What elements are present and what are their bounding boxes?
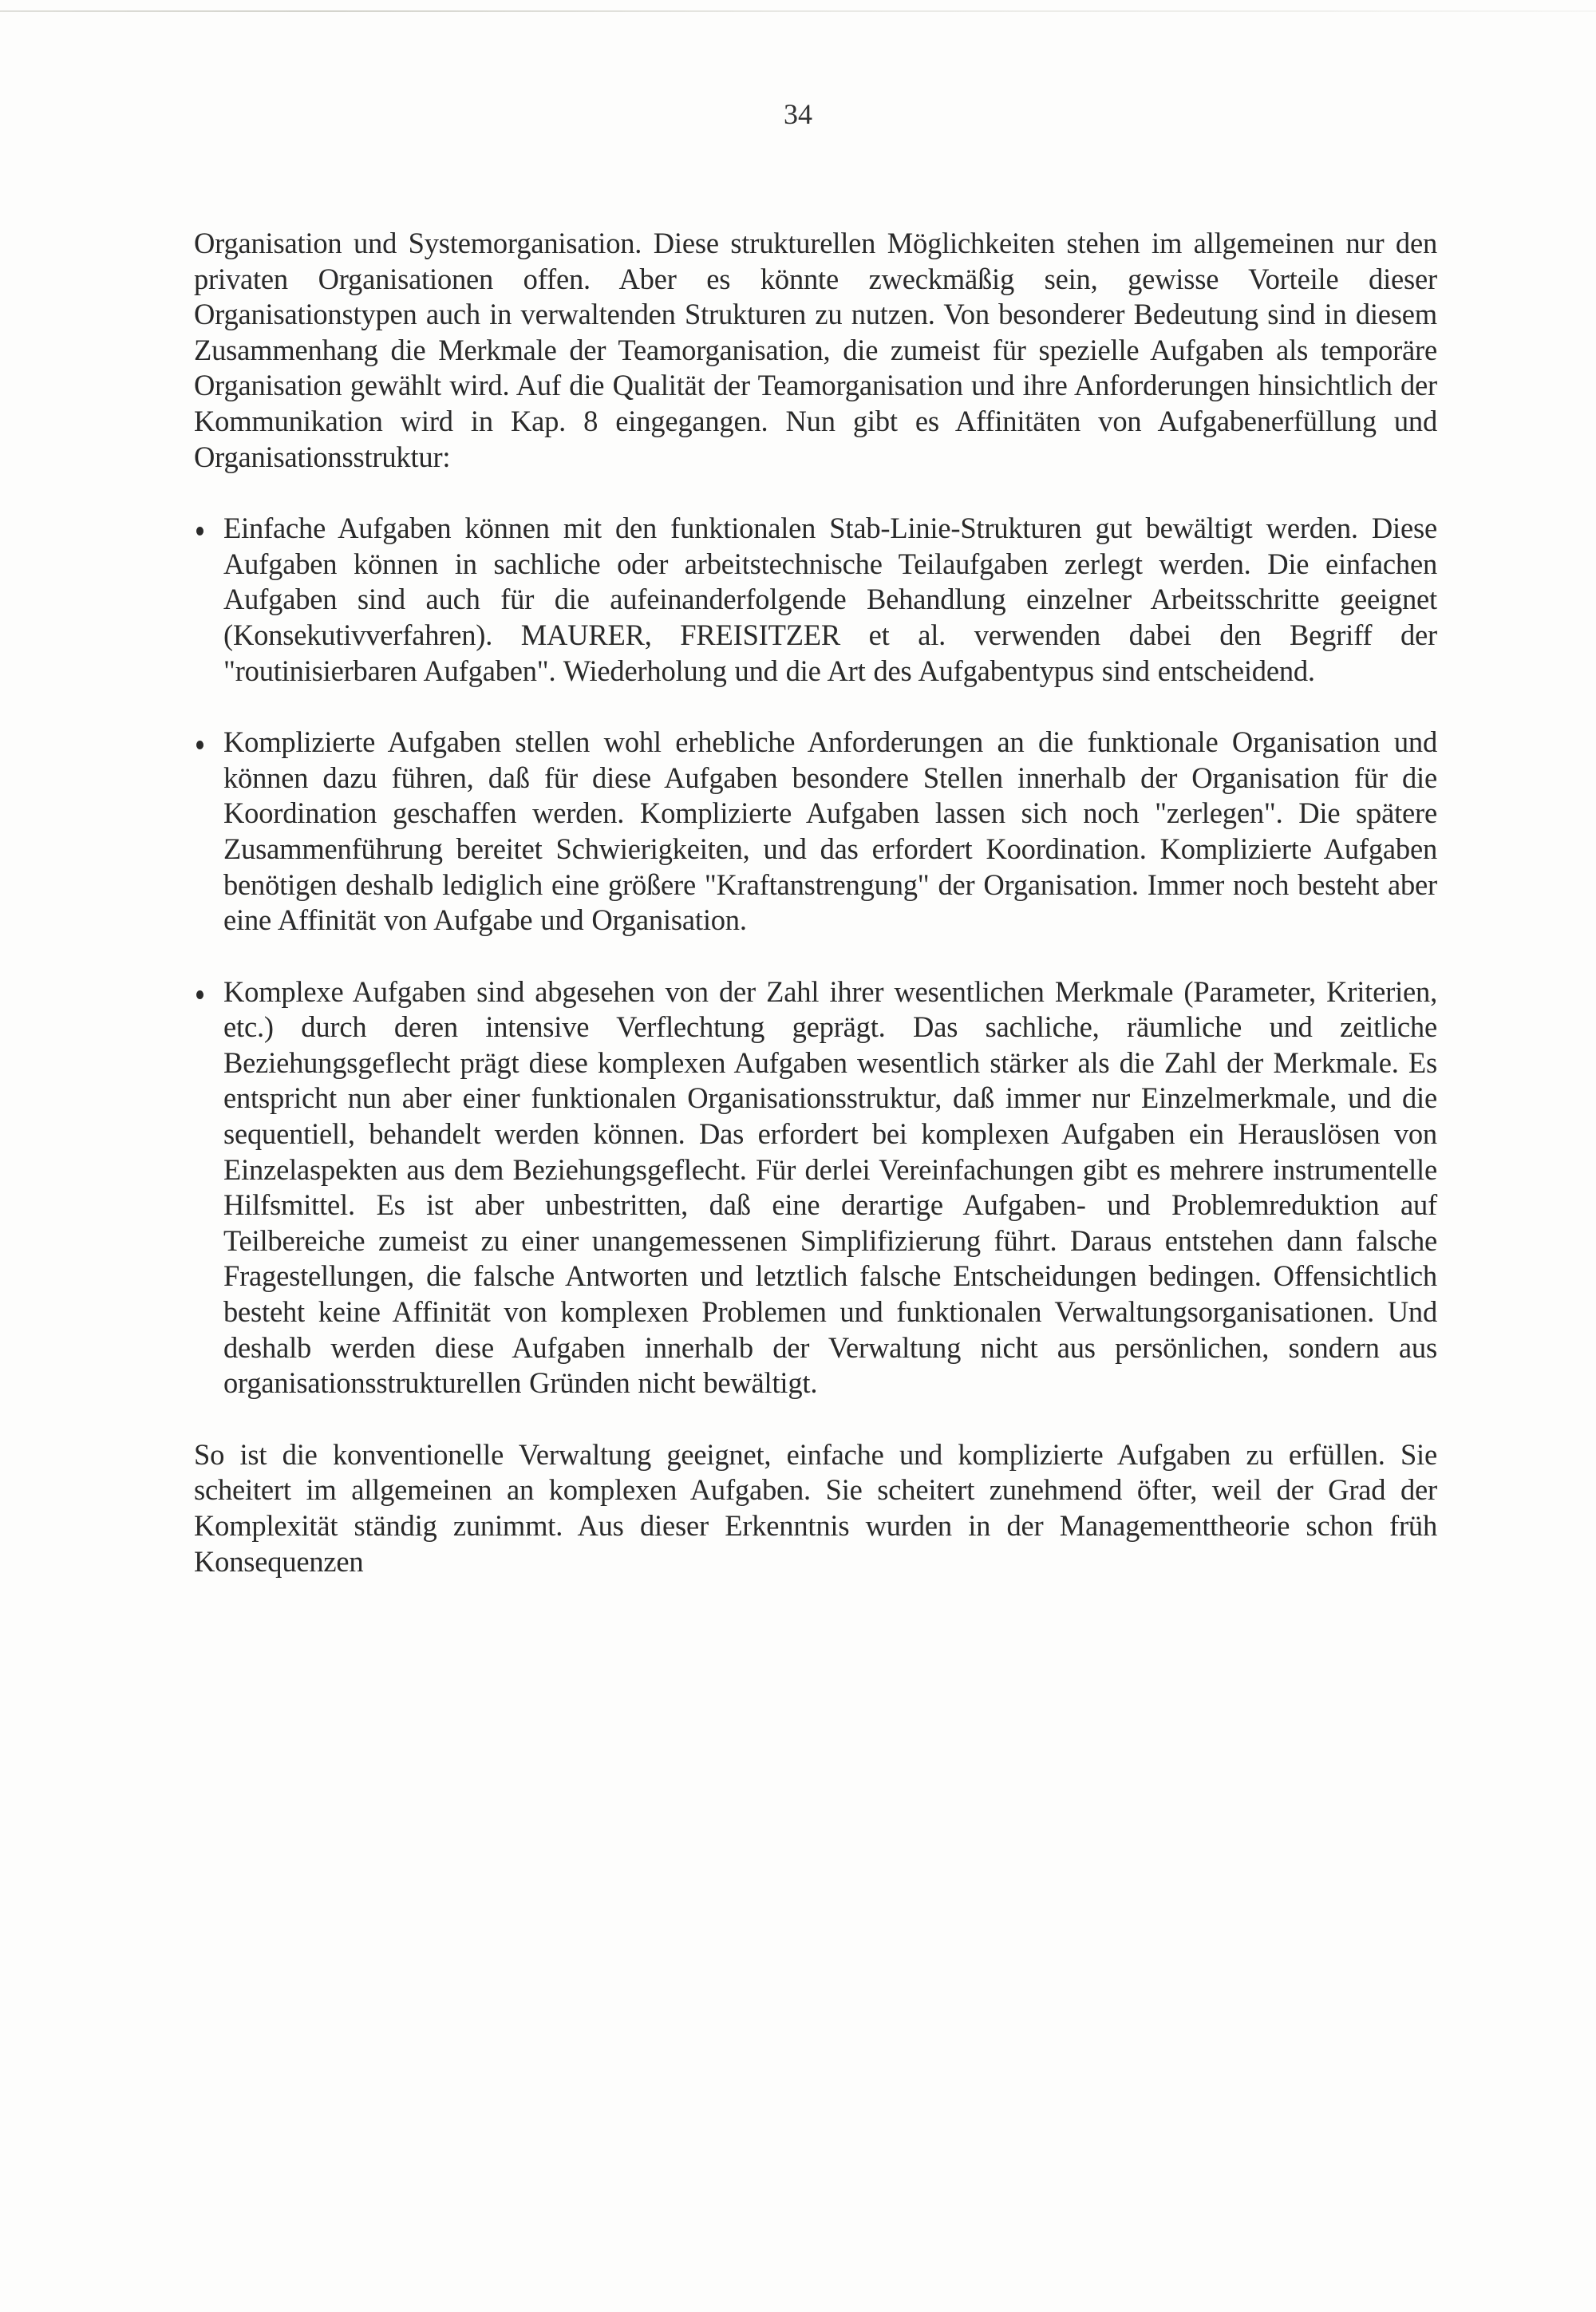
list-item-text: Komplexe Aufgaben sind abgesehen von der Zahl ihrer wesentlichen Merkmale (Parameter, Kriterien, etc.) durch deren intensive Verflechtung geprägt. Das sachliche, räumliche und zeitliche Beziehungsgeflecht prägt diese komplexen Aufgaben wesentlich stärker als die Zahl der Merkmale. Es entspricht nun aber einer funktionalen Organisationsstruktur, daß immer nur Einzelmerkmale, und die sequentiell, behandelt werden können. Das erfordert bei komplexen Aufgaben ein Herauslösen von Einzelaspekten aus dem Beziehungsgeflecht. Für derlei Vereinfachungen gibt es mehrere instrumentelle Hilfsmittel. Es ist aber unbestritten, daß eine derartige Aufgaben- und Problemreduktion auf Teilbereiche zumeist zu einer unangemessenen Simplifizierung führt. Daraus entstehen dann falsche Fragestellungen, die falsche Antworten und letztlich falsche Entscheidungen bedingen. Offensichtlich besteht keine Affinität von komplexen Problemen und funktionalen Verwaltungsorganisationen. Und deshalb werden diese Aufgaben innerhalb der Verwaltung nicht aus persönlichen, sondern aus organisationsstrukturellen Gründen nicht bewältigt. [223, 974, 1437, 1400]
list-item-complex-tasks [194, 974, 1437, 1401]
intro-paragraph: Organisation und Systemorganisation. Diese strukturellen Möglichkeiten stehen im allgemeinen nur den privaten Organisationen offen. Aber es könnte zweckmäßig sein, gewisse Vorteile dieser Organisationstypen auch in verwaltenden Strukturen zu nutzen. Von besonderer Bedeutung sind in diesem Zusammenhang die Merkmale der Teamorganisation, die zumeist für spezielle Aufgaben als temporäre Organisation gewählt wird. Auf die Qualität der Teamorganisation und ihre Anforderungen hinsichtlich der Kommunikation wird in Kap. 8 eingegangen. Nun gibt es Affinitäten von Aufgabenerfüllung und Organisationsstruktur: [194, 227, 1437, 473]
list-item-simple-tasks [194, 511, 1437, 689]
list-item-text: Komplizierte Aufgaben stellen wohl erhebliche Anforderungen an die funktionale Organisation und können dazu führen, daß für diese Aufgaben besondere Stellen innerhalb der Organisation für die Koordination geschaffen werden. Komplizierte Aufgaben lassen sich noch "zerlegen". Die spätere Zusammenführung bereitet Schwierigkeiten, und das erfordert Koordination. Komplizierte Aufgaben benötigen deshalb lediglich eine größere "Kraftanstrengung" der Organisation. Immer noch besteht aber eine Affinität von Aufgabe und Organisation. [223, 725, 1437, 937]
bullet-icon [196, 990, 203, 999]
closing-paragraph: So ist die konventionelle Verwaltung geeignet, einfache und komplizierte Aufgaben zu erfüllen. Sie scheitert im allgemeinen an komplexen Aufgaben. Sie scheitert zunehmend öfter, weil der Grad der Komplexität ständig zunimmt. Aus dieser Erkenntnis wurden in der Managementtheorie schon früh Konsequenzen [194, 1437, 1437, 1578]
bullet-icon [196, 527, 203, 536]
page-body [194, 226, 1437, 1579]
list-item-complicated-tasks [194, 725, 1437, 939]
task-types-list [194, 511, 1437, 1401]
page-number: 34 [784, 98, 812, 130]
bullet-icon [196, 741, 203, 749]
list-item-text: Einfache Aufgaben können mit den funktionalen Stab-Linie-Strukturen gut bewältigt werden. Diese Aufgaben können in sachliche oder arbeitstechnische Teilaufgaben zerlegt werden. Die einfachen Aufgaben sind auch für die aufeinanderfolgende Behandlung einzelner Arbeitsschritte geeignet (Konsekutivverfahren). MAURER, FREISITZER et al. verwenden dabei den Begriff der "routinisierbaren Aufgaben". Wiederholung und die Art des Aufgabentypus sind entscheidend. [223, 512, 1437, 687]
scan-edge-line [0, 10, 1596, 12]
